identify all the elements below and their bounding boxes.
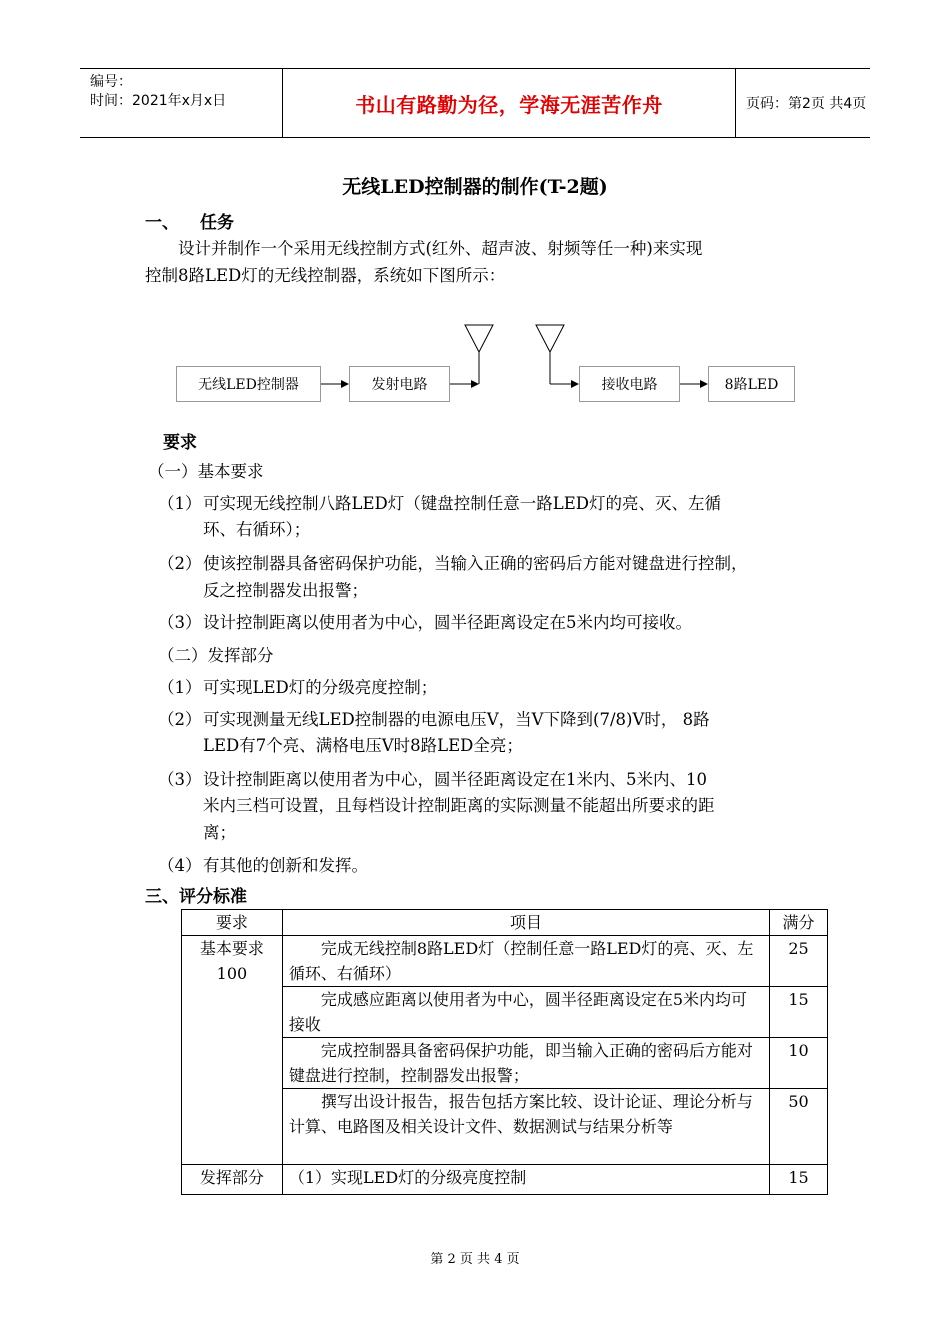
- extra-req-4-line1: 有其他的创新和发挥。: [203, 856, 368, 875]
- rx-antenna-icon: [536, 325, 564, 352]
- requirements-heading: 要求: [163, 433, 197, 453]
- extra-req-3-line2: 米内三档可设置，且每档设计控制距离的实际测量不能超出所要求的距: [203, 796, 715, 815]
- section3-heading: 三、评分标准: [145, 887, 247, 907]
- document-time: 时间：2021年x月x日: [90, 93, 227, 109]
- basic-requirements-heading: （一）基本要求: [148, 462, 264, 481]
- table-cell-item: 完成控制器具备密码保护功能，即当输入正确的密码后方能对键盘进行控制，控制器发出报警；: [282, 1038, 769, 1089]
- extra-part-label: 发挥部分: [182, 1165, 283, 1195]
- extra-req-1-num: （1）: [158, 678, 202, 697]
- table-header-item: 项目: [282, 910, 769, 936]
- tx-antenna-icon: [465, 325, 493, 352]
- header-meta: [80, 69, 282, 137]
- scoring-table: [181, 909, 828, 1195]
- arrowhead-2: [471, 380, 479, 388]
- arrowhead-3: [571, 380, 579, 388]
- basic-label-line1: 基本要求: [199, 939, 264, 958]
- extra-req-2-num: （2）: [158, 710, 202, 729]
- arrowhead-1: [341, 380, 349, 388]
- table-row: [182, 1165, 828, 1195]
- section1-text-line1: 设计并制作一个采用无线控制方式(红外、超声波、射频等任一种)来实现: [178, 239, 703, 258]
- page-header: [80, 68, 870, 138]
- header-page-cell: [736, 69, 870, 137]
- extra-req-2-line1: 可实现测量无线LED控制器的电源电压V，当V下降到(7/8)V时， 8路: [203, 710, 710, 729]
- section1-heading: 任务: [200, 213, 234, 233]
- document-number: 编号：: [90, 74, 132, 90]
- basic-req-2-num: （2）: [158, 554, 202, 573]
- motto: 书山有路勤为径，学海无涯苦作舟: [355, 92, 663, 117]
- extra-req-1-line1: 可实现LED灯的分级亮度控制；: [203, 678, 438, 697]
- header-motto-cell: [282, 69, 736, 137]
- basic-req-3-line1: 设计控制距离以使用者为中心，圆半径距离设定在5米内均可接收。: [203, 613, 692, 632]
- extra-req-2-line2: LED有7个亮、满格电压V时8路LED全亮；: [203, 736, 523, 755]
- basic-req-1-num: （1）: [158, 494, 202, 513]
- table-cell-item: 完成感应距离以使用者为中心，圆半径距离设定在5米内均可接收: [282, 987, 769, 1038]
- extra-req-3-num: （3）: [158, 770, 202, 789]
- table-cell-score: 15: [770, 1165, 828, 1195]
- table-cell-item: 撰写出设计报告，报告包括方案比较、设计论证、理论分析与计算、电路图及相关设计文件、数据测试与结果分析等: [282, 1089, 769, 1165]
- arrowhead-4: [700, 380, 708, 388]
- table-cell-score: 10: [770, 1038, 828, 1089]
- extra-req-3-line3: 离；: [203, 823, 236, 842]
- extra-requirements-heading: （二）发挥部分: [158, 646, 274, 665]
- table-cell-item: 完成无线控制8路LED灯（控制任意一路LED灯的亮、灭、左循环、右循环）: [282, 936, 769, 987]
- extra-req-4-num: （4）: [158, 856, 202, 875]
- section1-number: 一、: [145, 213, 179, 233]
- diagram-box-receiver: 接收电路: [579, 366, 680, 402]
- section1-text-line2: 控制8路LED灯的无线控制器，系统如下图所示：: [145, 266, 506, 285]
- basic-req-1-line2: 环、右循环）；: [203, 520, 311, 539]
- diagram-connectors: [0, 0, 950, 420]
- basic-req-3-num: （3）: [158, 613, 202, 632]
- table-header-requirement: 要求: [182, 910, 283, 936]
- basic-requirements-label: [182, 936, 283, 1165]
- diagram-box-transmitter: 发射电路: [349, 366, 450, 402]
- basic-req-2-line2: 反之控制器发出报警；: [203, 581, 368, 600]
- table-cell-item: （1）实现LED灯的分级亮度控制: [282, 1165, 769, 1195]
- table-row: [182, 936, 828, 987]
- table-header-row: [182, 910, 828, 936]
- table-cell-score: 25: [770, 936, 828, 987]
- basic-req-2-line1: 使该控制器具备密码保护功能，当输入正确的密码后方能对键盘进行控制，: [203, 554, 748, 573]
- table-cell-score: 50: [770, 1089, 828, 1165]
- table-header-score: 满分: [770, 910, 828, 936]
- basic-label-line2: 100: [216, 964, 248, 983]
- page-info: 页码：第2页 共4页: [746, 96, 867, 112]
- page-footer: 第 2 页 共 4 页: [430, 1252, 520, 1267]
- diagram-box-led: 8路LED: [708, 366, 795, 402]
- system-diagram: [0, 0, 950, 420]
- table-cell-score: 15: [770, 987, 828, 1038]
- extra-req-3-line1: 设计控制距离以使用者为中心，圆半径距离设定在1米内、5米内、10: [203, 770, 707, 789]
- basic-req-1-line1: 可实现无线控制八路LED灯（键盘控制任意一路LED灯的亮、灭、左循: [203, 494, 721, 513]
- document-title: 无线LED控制器的制作(T-2题): [342, 176, 608, 198]
- diagram-box-controller: 无线LED控制器: [176, 366, 321, 402]
